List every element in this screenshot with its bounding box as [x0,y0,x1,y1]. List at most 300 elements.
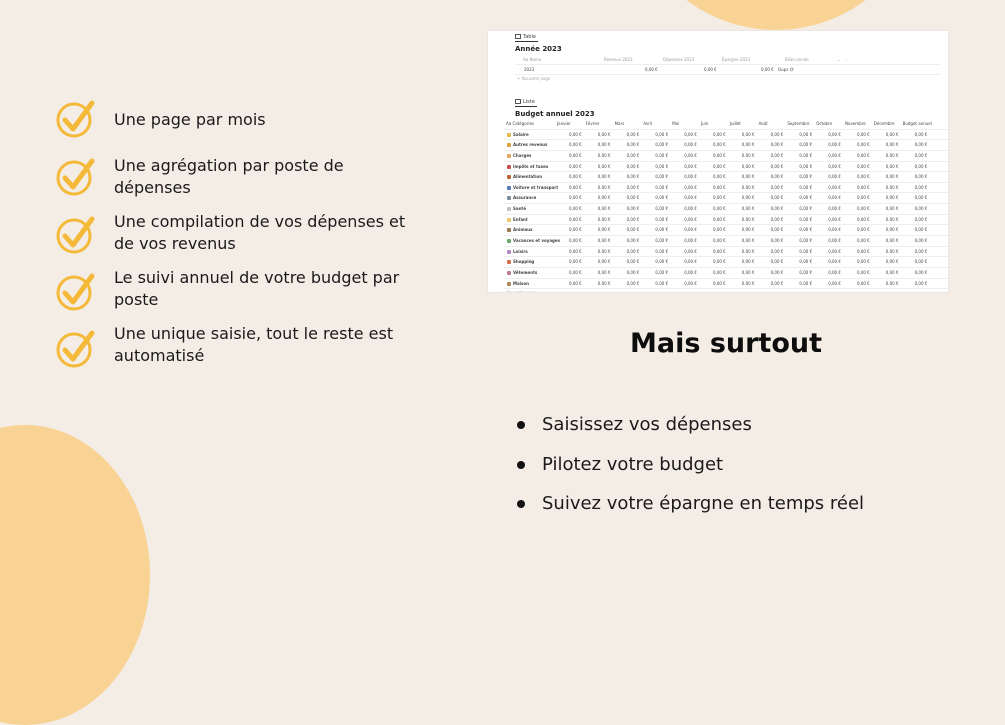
amount-cell: 0,00 € [857,238,870,244]
amount-cell: 0,00 € [655,131,669,137]
amount-cell: 0,00 € [828,152,841,158]
tab-label: Liste [523,99,535,105]
amount-cell: 0,00 € [799,259,813,265]
column-header: Juillet [729,121,741,126]
notion-screenshot [488,31,948,292]
amount-cell: 0,00 € [569,206,582,212]
amount-cell: 0,00 € [597,227,611,233]
category-emoji-icon [507,175,511,179]
amount-cell: 0,00 € [885,174,899,180]
bullet-text: Suivez votre épargne en temps réel [542,493,865,514]
amount-cell: 0,00 € [569,174,582,180]
amount-cell: 0,00 € [857,206,870,212]
category-cell [507,132,529,137]
amount-cell: 0,00 € [799,280,813,286]
amount-cell: 0,00 € [684,269,697,275]
amount-cell: 0,00 € [569,269,582,275]
amount-cell: 0,00 € [885,227,899,233]
amount-cell: 0,00 € [597,163,611,169]
amount-cell: 0,00 € [741,280,755,286]
category-emoji-icon [507,218,511,222]
amount-cell: 0,00 € [597,142,611,148]
table-row[interactable] [504,172,948,183]
column-header: Octobre [816,121,833,126]
amount-cell: 0,00 € [741,163,755,169]
amount-cell: 0,00 € [655,184,669,190]
column-header: Novembre [845,121,866,126]
amount-cell: 0,00 € [684,152,697,158]
amount-cell: 0,00 € [569,142,582,148]
amount-cell: 0,00 € [713,280,726,286]
category-cell [507,259,534,264]
amount-cell: 0,00 € [914,259,928,265]
amount-cell: 0,00 € [684,259,697,265]
amount-cell: 0,00 € [770,206,784,212]
decorative-blob-bottom [0,425,150,725]
column-header: Revenus 2023 [604,57,633,62]
checkmark-circle-icon [56,156,96,196]
category-label: Impôts et taxes [513,163,549,169]
category-label: Assurance [513,195,537,201]
amount-cell: 0,00 € [684,280,697,286]
amount-cell: 0,00 € [597,280,611,286]
amount-cell: 0,00 € [770,184,784,190]
tab-table[interactable] [515,34,538,42]
amount-cell: 0,00 € [799,174,813,180]
amount-cell: 0,00 € [684,131,697,137]
category-cell [507,185,558,190]
amount-cell: 0,00 € [741,195,755,201]
amount-cell: 0,00 € [857,142,870,148]
amount-cell: 0,00 € [626,248,640,254]
column-header: Dépenses 2023 [663,57,695,62]
cell-name: 2023 [524,67,535,72]
amount-cell: 0,00 € [626,238,640,244]
amount-cell: 0,00 € [885,195,899,201]
amount-cell: 0,00 € [885,280,899,286]
amount-cell: 0,00 € [770,163,784,169]
amount-cell: 0,00 € [741,216,755,222]
amount-cell: 0,00 € [914,174,928,180]
amount-cell: 0,00 € [597,195,611,201]
amount-cell: 0,00 € [857,216,870,222]
amount-cell: 0,00 € [569,195,582,201]
amount-cell: 0,00 € [828,238,841,244]
amount-cell: 0,00 € [626,163,640,169]
amount-cell: 0,00 € [626,280,640,286]
amount-cell: 0,00 € [741,142,755,148]
amount-cell: 0,00 € [770,238,784,244]
amount-cell: 0,00 € [857,280,870,286]
amount-cell: 0,00 € [684,248,697,254]
amount-cell: 0,00 € [655,248,669,254]
column-header: Aa Catégories [506,121,535,126]
amount-cell: 0,00 € [655,163,669,169]
budget-header-row [504,119,948,130]
amount-cell: 0,00 € [713,248,726,254]
table-row[interactable] [515,65,940,75]
amount-cell: 0,00 € [914,227,928,233]
category-cell [507,227,533,232]
amount-cell: 0,00 € [914,269,928,275]
table-row[interactable] [504,162,948,173]
amount-cell: 0,00 € [713,238,726,244]
category-emoji-icon [507,250,511,254]
amount-cell: 0,00 € [885,216,899,222]
amount-cell: 0,00 € [799,131,813,137]
column-header: Juin [701,121,709,126]
amount-cell: 0,00 € [914,248,928,254]
amount-cell: 0,00 € [597,131,611,137]
amount-cell: 0,00 € [597,269,611,275]
bullet-item [514,490,934,520]
table-row[interactable] [504,268,948,279]
amount-cell: 0,00 € [713,259,726,265]
amount-cell: 0,00 € [569,227,582,233]
amount-cell: 0,00 € [770,174,784,180]
year-db-header [515,55,940,65]
category-label: Vêtements [513,269,538,275]
cell-revenus: 0,00 € [645,67,658,72]
amount-cell: 0,00 € [885,269,899,275]
amount-cell: 0,00 € [828,163,841,169]
amount-cell: 0,00 € [597,152,611,158]
amount-cell: 0,00 € [626,259,640,265]
category-label: Vacances et voyages [513,238,560,244]
table-row[interactable] [504,204,948,215]
table-row[interactable] [504,193,948,204]
category-label: Salaire [513,131,529,137]
amount-cell: 0,00 € [655,152,669,158]
amount-cell: 0,00 € [713,131,726,137]
amount-cell: 0,00 € [799,269,813,275]
amount-cell: 0,00 € [857,269,870,275]
feature-text: Une agrégation par poste de dépenses [114,156,344,197]
amount-cell: 0,00 € [885,206,899,212]
table-row[interactable] [504,140,948,151]
bullet-item [514,451,934,481]
table-row[interactable] [504,279,948,290]
category-emoji-icon [507,228,511,232]
amount-cell: 0,00 € [799,163,813,169]
category-emoji-icon [507,271,511,275]
amount-cell: 0,00 € [799,142,813,148]
column-header: Budget annuel [902,121,932,126]
amount-cell: 0,00 € [684,227,697,233]
amount-cell: 0,00 € [569,259,582,265]
amount-cell: 0,00 € [857,248,870,254]
amount-cell: 0,00 € [684,195,697,201]
amount-cell: 0,00 € [914,142,928,148]
column-header: Épargne 2023 [722,57,751,62]
amount-cell: 0,00 € [741,259,755,265]
table-row[interactable] [504,257,948,268]
cell-epargne: 0,00 € [761,67,774,72]
amount-cell: 0,00 € [626,216,640,222]
amount-cell: 0,00 € [770,280,784,286]
feature-text: Une compilation de vos dépenses et de vos revenus [114,212,406,253]
amount-cell: 0,00 € [569,238,582,244]
amount-cell: 0,00 € [857,152,870,158]
column-header: Janvier [557,121,571,126]
amount-cell: 0,00 € [713,206,726,212]
column-header: Décembre [873,121,895,126]
amount-cell: 0,00 € [914,280,928,286]
amount-cell: 0,00 € [914,195,928,201]
amount-cell: 0,00 € [828,195,841,201]
amount-cell: 0,00 € [770,216,784,222]
more-icon[interactable]: ⋯ [845,57,849,62]
category-emoji-icon [507,133,511,137]
amount-cell: 0,00 € [799,152,813,158]
amount-cell: 0,00 € [684,142,697,148]
tab-list[interactable] [515,99,537,107]
cell-depenses: 0,00 € [704,67,717,72]
amount-cell: 0,00 € [828,280,841,286]
amount-cell: 0,00 € [770,152,784,158]
amount-cell: 0,00 € [655,280,669,286]
amount-cell: 0,00 € [885,142,899,148]
amount-cell: 0,00 € [626,131,640,137]
amount-cell: 0,00 € [857,174,870,180]
category-emoji-icon [507,143,511,147]
amount-cell: 0,00 € [828,269,841,275]
amount-cell: 0,00 € [655,238,669,244]
amount-cell: 0,00 € [828,259,841,265]
amount-cell: 0,00 € [885,259,899,265]
amount-cell: 0,00 € [597,174,611,180]
amount-cell: 0,00 € [741,269,755,275]
amount-cell: 0,00 € [799,248,813,254]
bullet-dot [517,500,525,508]
amount-cell: 0,00 € [885,152,899,158]
amount-cell: 0,00 € [914,216,928,222]
amount-cell: 0,00 € [713,184,726,190]
amount-cell: 0,00 € [626,195,640,201]
amount-cell: 0,00 € [626,174,640,180]
amount-cell: 0,00 € [799,227,813,233]
decorative-blob-top [627,0,925,30]
amount-cell: 0,00 € [597,259,611,265]
amount-cell: 0,00 € [828,206,841,212]
list-icon [515,99,521,104]
amount-cell: 0,00 € [741,184,755,190]
amount-cell: 0,00 € [684,206,697,212]
amount-cell: 0,00 € [828,227,841,233]
category-label: Voiture et transport [513,184,559,190]
amount-cell: 0,00 € [770,227,784,233]
amount-cell: 0,00 € [569,163,582,169]
amount-cell: 0,00 € [655,227,669,233]
amount-cell: 0,00 € [684,174,697,180]
category-cell [507,238,560,243]
category-cell [507,217,528,222]
feature-text: Une page par mois [114,110,266,129]
category-label: Autres revenus [513,142,548,148]
table-row[interactable] [504,215,948,226]
amount-cell: 0,00 € [914,238,928,244]
category-emoji-icon [507,196,511,200]
amount-cell: 0,00 € [799,238,813,244]
chevron-down-icon[interactable]: ⌄ [837,57,841,62]
amount-cell: 0,00 € [770,195,784,201]
column-header: Avril [643,121,653,126]
amount-cell: 0,00 € [770,259,784,265]
column-header: Mai [672,121,680,126]
amount-cell: 0,00 € [741,248,755,254]
category-cell [507,270,537,275]
tab-label: Table [523,34,536,40]
table-icon [515,34,521,39]
new-page-button[interactable] [502,290,946,292]
amount-cell: 0,00 € [741,174,755,180]
bullet-item [514,411,934,441]
amount-cell: 0,00 € [626,152,640,158]
amount-cell: 0,00 € [914,206,928,212]
amount-cell: 0,00 € [597,184,611,190]
bullet-text: Pilotez votre budget [542,454,724,475]
column-header: Août [758,121,768,126]
amount-cell: 0,00 € [597,238,611,244]
amount-cell: 0,00 € [828,184,841,190]
amount-cell: 0,00 € [828,174,841,180]
category-emoji-icon [507,207,511,211]
amount-cell: 0,00 € [799,216,813,222]
category-emoji-icon [507,260,511,264]
amount-cell: 0,00 € [713,195,726,201]
category-cell [507,174,542,179]
amount-cell: 0,00 € [684,238,697,244]
amount-cell: 0,00 € [885,184,899,190]
checkmark-circle-icon [56,328,96,368]
category-label: Santé [513,206,527,212]
category-cell [507,164,548,169]
category-label: Shopping [513,259,535,265]
amount-cell: 0,00 € [828,216,841,222]
amount-cell: 0,00 € [799,184,813,190]
amount-cell: 0,00 € [914,163,928,169]
amount-cell: 0,00 € [741,152,755,158]
amount-cell: 0,00 € [770,142,784,148]
amount-cell: 0,00 € [713,142,726,148]
amount-cell: 0,00 € [885,238,899,244]
table-row[interactable] [504,247,948,258]
column-header: Février [585,121,600,126]
amount-cell: 0,00 € [914,131,928,137]
bullet-text: Saisissez vos dépenses [542,414,752,435]
amount-cell: 0,00 € [857,259,870,265]
checkmark-circle-icon [56,98,96,138]
amount-cell: 0,00 € [655,174,669,180]
bullet-dot [517,421,525,429]
amount-cell: 0,00 € [597,248,611,254]
column-header: Bilan année [785,57,809,62]
table-row[interactable] [504,225,948,236]
amount-cell: 0,00 € [597,216,611,222]
amount-cell: 0,00 € [713,163,726,169]
category-cell [507,249,528,254]
amount-cell: 0,00 € [770,269,784,275]
amount-cell: 0,00 € [569,152,582,158]
bullet-dot [517,461,525,469]
amount-cell: 0,00 € [857,195,870,201]
amount-cell: 0,00 € [857,184,870,190]
category-cell [507,142,547,147]
category-emoji-icon [507,239,511,243]
amount-cell: 0,00 € [655,216,669,222]
amount-cell: 0,00 € [626,142,640,148]
amount-cell: 0,00 € [741,238,755,244]
checkmark-circle-icon [56,271,96,311]
amount-cell: 0,00 € [885,248,899,254]
amount-cell: 0,00 € [799,206,813,212]
table-row[interactable] [504,151,948,162]
amount-cell: 0,00 € [626,184,640,190]
table-row[interactable] [504,130,948,141]
amount-cell: 0,00 € [569,184,582,190]
table-row[interactable] [504,183,948,194]
amount-cell: 0,00 € [828,142,841,148]
amount-cell: 0,00 € [885,131,899,137]
amount-cell: 0,00 € [741,131,755,137]
amount-cell: 0,00 € [914,184,928,190]
amount-cell: 0,00 € [655,269,669,275]
budget-table [504,119,948,292]
amount-cell: 0,00 € [713,174,726,180]
table-row[interactable] [504,236,948,247]
category-label: Loisirs [513,248,528,254]
category-cell [507,281,529,286]
category-label: Animaux [513,227,533,233]
amount-cell: 0,00 € [597,206,611,212]
amount-cell: 0,00 € [713,227,726,233]
amount-cell: 0,00 € [770,248,784,254]
amount-cell: 0,00 € [857,163,870,169]
amount-cell: 0,00 € [857,227,870,233]
amount-cell: 0,00 € [713,269,726,275]
checkmark-circle-icon [56,214,96,254]
amount-cell: 0,00 € [569,131,582,137]
column-header: Mars [614,121,625,126]
amount-cell: 0,00 € [799,195,813,201]
amount-cell: 0,00 € [626,227,640,233]
year-db-title: Année 2023 [515,45,562,53]
category-cell [507,153,531,158]
amount-cell: 0,00 € [770,131,784,137]
amount-cell: 0,00 € [655,206,669,212]
amount-cell: 0,00 € [569,248,582,254]
amount-cell: 0,00 € [655,142,669,148]
category-emoji-icon [507,282,511,286]
section-heading: Mais surtout [630,328,823,359]
amount-cell: 0,00 € [626,206,640,212]
category-emoji-icon [507,186,511,190]
new-page-button[interactable]: + Nouvelle page [517,76,551,81]
feature-text: Une unique saisie, tout le reste est automatisé [114,324,394,365]
category-label: Alimentation [513,174,543,180]
budget-db-title: Budget annuel 2023 [515,110,595,118]
amount-cell: 0,00 € [857,131,870,137]
category-cell [507,195,536,200]
amount-cell: 0,00 € [713,152,726,158]
category-label: Charges [513,152,532,158]
category-label: Maison [513,280,530,286]
amount-cell: 0,00 € [885,163,899,169]
amount-cell: 0,00 € [741,206,755,212]
amount-cell: 0,00 € [569,216,582,222]
amount-cell: 0,00 € [741,227,755,233]
amount-cell: 0,00 € [713,216,726,222]
